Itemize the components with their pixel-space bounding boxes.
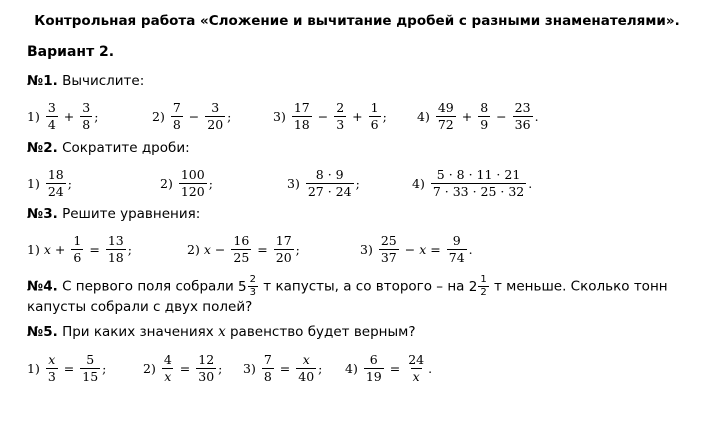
fraction: $\frac{5}{15}$	[82, 351, 99, 384]
mixed-number	[469, 275, 490, 298]
fraction: $\frac{23}{36}$	[514, 99, 531, 132]
fraction: 25 37	[380, 232, 397, 265]
equals-sign: =	[430, 241, 441, 257]
task5-item-4	[345, 348, 432, 388]
task5-text-1: При каких значениях	[62, 324, 214, 340]
task5-item-1	[27, 348, 106, 388]
operator: +	[352, 108, 363, 124]
task2-item-4	[412, 163, 532, 203]
equals-sign: =	[279, 360, 291, 376]
item-label: 1)	[27, 108, 40, 124]
task2-heading	[27, 140, 190, 156]
item-label: 4)	[412, 175, 425, 191]
variant-label: Вариант 2.	[27, 44, 115, 60]
equals-sign: =	[89, 241, 100, 257]
variable-x: x	[203, 241, 211, 257]
item-label: 1)	[27, 360, 40, 376]
item-label: 4)	[417, 108, 430, 124]
fraction: $\frac{8}{9}$	[480, 99, 489, 132]
fraction: 17 18	[293, 99, 310, 132]
variable-x: x	[43, 241, 51, 257]
punctuation: ;	[382, 108, 387, 124]
task2-item-1	[27, 163, 72, 203]
fraction: $\frac{9}{74}$	[448, 232, 465, 265]
variable-x: x	[419, 241, 427, 257]
item-label: 2)	[160, 175, 173, 191]
mixed-number	[238, 275, 259, 298]
operator: −	[404, 241, 416, 257]
worksheet-title: Контрольная работа «Сложение и вычитание дробей с разными знаменателями».	[34, 13, 680, 29]
equals-sign: =	[257, 241, 268, 257]
fraction: $\frac{12}{30}$	[198, 351, 215, 384]
equals-sign: =	[63, 360, 75, 376]
task4-line-2: капусты собрали с двух полей?	[27, 299, 253, 315]
fraction: 2 3	[249, 274, 256, 298]
fraction: $\frac{x}{3}$	[47, 351, 56, 384]
task5-item-3	[243, 348, 322, 388]
item-label: 3)	[243, 360, 256, 376]
fraction: $\frac{x}{40}$	[298, 351, 315, 384]
task1-item-3	[273, 96, 387, 136]
fraction: 49 72	[437, 99, 454, 132]
task1-text: Вычислите:	[62, 73, 145, 89]
fraction: $\frac{2}{3}$	[336, 99, 345, 132]
task2-item-2	[160, 163, 213, 203]
item-label: 2)	[187, 241, 200, 257]
operator: −	[214, 241, 226, 257]
task4-text-part-2: т капусты, а со второго – на	[263, 278, 465, 295]
task5-heading	[27, 324, 415, 340]
fraction: $\frac{6}{19}$	[365, 351, 382, 384]
task3-number: №3.	[27, 206, 58, 222]
task5-item-2	[143, 348, 222, 388]
punctuation: ;	[295, 241, 300, 257]
operator: −	[188, 108, 200, 124]
fraction: 1 2	[480, 274, 487, 298]
fraction: $\frac{1}{6}$	[370, 99, 379, 132]
equals-sign: =	[179, 360, 191, 376]
fraction: 100 120	[180, 166, 205, 199]
equals-sign: =	[389, 360, 401, 376]
task4-text-part-1: С первого поля собрали	[62, 278, 234, 295]
task4-line-1	[27, 275, 668, 298]
punctuation: ;	[102, 360, 107, 376]
punctuation: .	[468, 241, 473, 257]
fraction: 8 · 9 27 · 24	[307, 166, 352, 199]
punctuation: ;	[208, 175, 213, 191]
task3-item-1	[27, 229, 132, 269]
fraction: $\frac{1}{6}$	[73, 232, 82, 265]
operator: +	[461, 108, 473, 124]
punctuation: ;	[127, 241, 132, 257]
task1-heading	[27, 73, 144, 89]
task1-number: №1.	[27, 73, 58, 89]
task5-text-2: равенство будет верным?	[229, 324, 416, 340]
fraction: 7 8	[172, 99, 181, 132]
task4-text-part-3: т меньше. Сколько тонн	[494, 278, 668, 295]
item-label: 4)	[345, 360, 358, 376]
task1-item-1	[27, 96, 98, 136]
item-label: 2)	[152, 108, 165, 124]
fraction: $\frac{7}{8}$	[263, 351, 272, 384]
item-label: 3)	[360, 241, 373, 257]
task3-heading	[27, 206, 200, 222]
punctuation: ;	[355, 175, 360, 191]
task5-number: №5.	[27, 324, 58, 340]
task3-text: Решите уравнения:	[62, 206, 201, 222]
punctuation: .	[534, 108, 539, 124]
fraction: $\frac{16}{25}$	[233, 232, 250, 265]
punctuation: .	[428, 360, 433, 376]
task1-item-4	[417, 96, 539, 136]
fraction: $\frac{4}{x}$	[163, 351, 172, 384]
item-label: 3)	[287, 175, 300, 191]
variable-x: x	[218, 324, 226, 340]
mixed-whole: 2	[468, 278, 478, 295]
task2-text: Сократите дроби:	[62, 140, 190, 156]
punctuation: .	[528, 175, 533, 191]
punctuation: ;	[67, 175, 72, 191]
operator: −	[317, 108, 329, 124]
fraction: 5 · 8 · 11 · 21 7 · 33 · 25 · 32	[432, 166, 525, 199]
punctuation: ;	[218, 360, 223, 376]
punctuation: ;	[227, 108, 232, 124]
fraction: $\frac{3}{8}$	[82, 99, 91, 132]
item-label: 1)	[27, 241, 40, 257]
fraction: 18 24	[47, 166, 64, 199]
item-label: 1)	[27, 175, 40, 191]
punctuation: ;	[94, 108, 99, 124]
item-label: 3)	[273, 108, 286, 124]
operator: +	[54, 241, 66, 257]
fraction: $\frac{17}{20}$	[275, 232, 292, 265]
fraction: $\frac{24}{x}$	[408, 351, 425, 384]
fraction: 3 4	[47, 99, 56, 132]
mixed-whole: 5	[238, 278, 247, 295]
item-label: 2)	[143, 360, 156, 376]
task1-item-2	[152, 96, 231, 136]
operator: −	[496, 108, 507, 124]
task2-item-3	[287, 163, 360, 203]
task3-item-3	[360, 229, 473, 269]
task3-item-2	[187, 229, 300, 269]
punctuation: ;	[318, 360, 323, 376]
task2-number: №2.	[27, 140, 58, 156]
task4-number: №4.	[27, 278, 58, 295]
fraction: $\frac{13}{18}$	[107, 232, 124, 265]
operator: +	[63, 108, 75, 124]
fraction: $\frac{3}{20}$	[207, 99, 224, 132]
